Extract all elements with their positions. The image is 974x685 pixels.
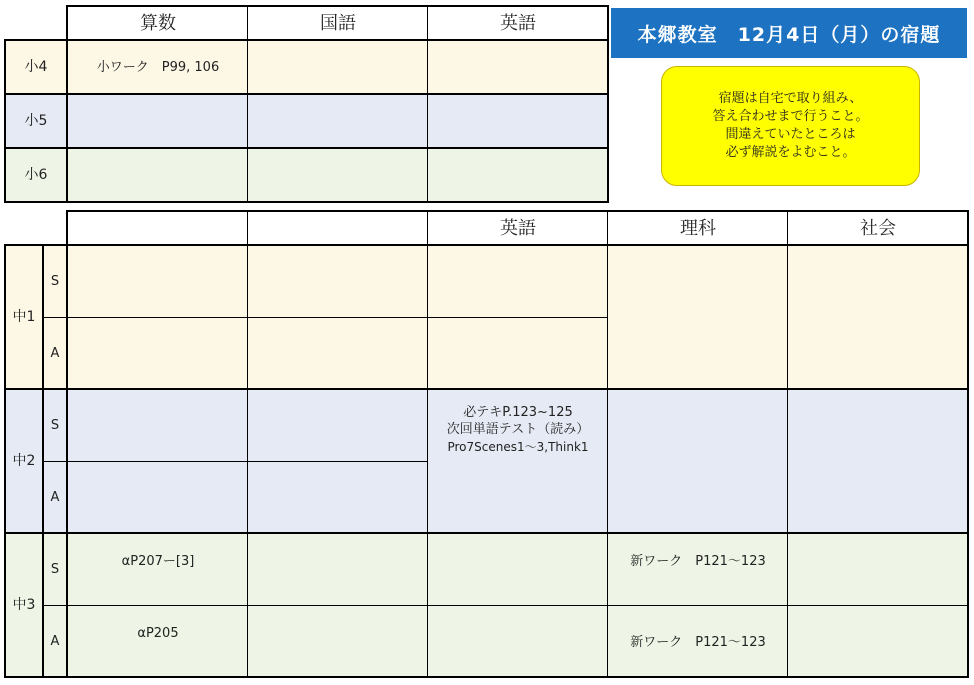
header-math: 算数 xyxy=(140,12,176,34)
grid-line xyxy=(787,210,788,677)
grid-line xyxy=(4,676,969,678)
class-label: S xyxy=(50,561,60,577)
header-english: 英語 xyxy=(500,12,536,34)
grid-line xyxy=(4,244,969,246)
class-label: A xyxy=(50,489,60,505)
grid-line xyxy=(4,39,6,203)
grade-label: 小4 xyxy=(24,58,48,75)
grid-line xyxy=(66,210,68,678)
grade-label: 中1 xyxy=(12,308,36,325)
homework-note xyxy=(661,66,920,186)
note-line: 必ず解説をよむこと。 xyxy=(725,145,856,160)
grid-line xyxy=(4,39,609,41)
cell-math-5 xyxy=(68,94,248,148)
grid-line xyxy=(4,147,609,149)
page-title: 本郷教室 12月4日（月）の宿題 xyxy=(611,8,967,58)
header-col2 xyxy=(248,211,428,245)
cell-science-3a: 新ワーク P121～123 xyxy=(630,634,766,650)
grid-line xyxy=(66,5,68,203)
english-line: Pro7Scenes1～3,Think1 xyxy=(447,440,589,454)
cell-japanese-6 xyxy=(248,148,428,202)
header-col1 xyxy=(68,211,248,245)
grid-line xyxy=(967,210,969,678)
cell-english-4 xyxy=(428,40,608,94)
cell-math-6 xyxy=(68,148,248,202)
cell-japanese-5 xyxy=(248,94,428,148)
grid-line xyxy=(4,93,609,95)
grade-label: 小6 xyxy=(24,166,48,183)
grade-label: 中2 xyxy=(12,452,36,469)
english-line: 必テキP.123~125 xyxy=(463,405,573,420)
grid-line xyxy=(66,210,969,212)
class-label: A xyxy=(50,633,60,649)
grid-line xyxy=(247,5,248,202)
cell-col1-3a: αP205 xyxy=(137,625,179,641)
english-homework-2 xyxy=(428,404,608,456)
grid-line xyxy=(44,317,608,318)
header-social: 社会 xyxy=(860,217,896,239)
grid-line xyxy=(427,5,428,202)
grid-line xyxy=(66,5,609,7)
grid-line xyxy=(4,201,609,203)
english-line: 次回単語テスト（読み） xyxy=(446,422,590,437)
class-label: S xyxy=(50,273,60,289)
grade-label: 中3 xyxy=(12,596,36,613)
grid-line xyxy=(247,210,248,677)
header-science: 理科 xyxy=(680,217,716,239)
header-english: 英語 xyxy=(500,217,536,239)
class-label: S xyxy=(50,417,60,433)
grid-line xyxy=(44,461,428,462)
cell-col1-3s: αP207ー[3] xyxy=(121,553,195,569)
cell-science-3s: 新ワーク P121～123 xyxy=(630,553,766,569)
header-japanese: 国語 xyxy=(320,12,356,34)
grid-line xyxy=(4,244,6,678)
cell-english-6 xyxy=(428,148,608,202)
grid-line xyxy=(4,388,969,390)
note-line: 間違えていたところは xyxy=(725,127,856,142)
grid-line xyxy=(427,210,428,677)
grid-line xyxy=(42,244,44,678)
class-label: A xyxy=(50,345,60,361)
grid-line xyxy=(44,605,968,606)
cell-english-5 xyxy=(428,94,608,148)
note-line: 宿題は自宅で取り組み、 xyxy=(718,91,863,106)
grid-line xyxy=(607,210,608,677)
note-line: 答え合わせまで行うこと。 xyxy=(712,109,869,124)
grid-line xyxy=(607,5,609,203)
grade-label: 小5 xyxy=(24,112,48,129)
cell-japanese-4 xyxy=(248,40,428,94)
cell-math-4: 小ワーク P99, 106 xyxy=(96,59,220,75)
grid-line xyxy=(4,532,969,534)
